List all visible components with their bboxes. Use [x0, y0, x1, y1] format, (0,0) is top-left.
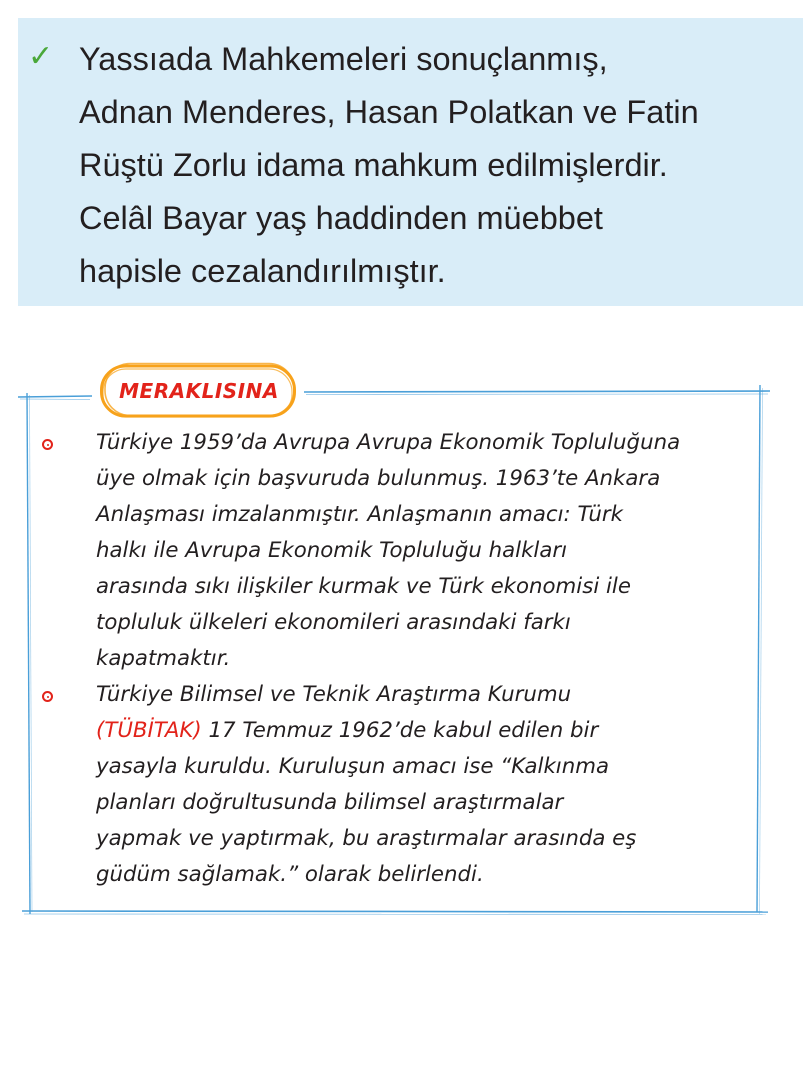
- list-item: [40, 677, 770, 893]
- paren-open: (: [96, 718, 105, 743]
- tubitak-highlight: TÜBİTAK: [104, 718, 194, 743]
- summary-line: Yassıada Mahkemeleri sonuçlanmış,: [79, 41, 608, 77]
- bullet-icon: [42, 439, 53, 450]
- item-line: [96, 713, 770, 749]
- item-line: yasayla kuruldu. Kuruluşun amacı ise “Kalkınma: [96, 754, 609, 779]
- box-title: MERAKLISINA: [119, 379, 279, 403]
- summary-line: Rüştü Zorlu idama mahkum edilmişlerdir.: [79, 147, 668, 183]
- item-line: Türkiye 1959’da Avrupa Avrupa Ekonomik Topluluğuna: [96, 430, 681, 455]
- summary-line: hapisle cezalandırılmıştır.: [79, 253, 446, 289]
- item-line: Anlaşması imzalanmıştır. Anlaşmanın amacı: Türk: [96, 502, 623, 527]
- info-list: [40, 425, 770, 893]
- list-item: [40, 425, 770, 677]
- item-line: yapmak ve yaptırmak, bu araştırmalar arasında eş: [96, 826, 637, 851]
- item-line: güdüm sağlamak.” olarak belirlendi.: [96, 862, 484, 887]
- paren-close: ): [193, 718, 202, 743]
- check-mark-icon: ✓: [28, 39, 54, 74]
- item-line: planları doğrultusunda bilimsel araştırmalar: [96, 790, 564, 815]
- summary-line: Adnan Menderes, Hasan Polatkan ve Fatin: [79, 94, 699, 130]
- item-line: arasında sıkı ilişkiler kurmak ve Türk ekonomisi ile: [96, 574, 631, 599]
- bullet-icon: [42, 691, 53, 702]
- summary-line: Celâl Bayar yaş haddinden müebbet: [79, 200, 603, 236]
- item-line: topluluk ülkeleri ekonomileri arasındaki farkı: [96, 610, 571, 635]
- item-line: Türkiye Bilimsel ve Teknik Araştırma Kurumu: [96, 682, 572, 707]
- item-line: kapatmaktır.: [96, 646, 231, 671]
- item-line: üye olmak için başvuruda bulunmuş. 1963’te Ankara: [96, 466, 661, 491]
- item-line: halkı ile Avrupa Ekonomik Topluluğu halkları: [96, 538, 568, 563]
- item-line-rest: 17 Temmuz 1962’de kabul edilen bir: [201, 718, 599, 743]
